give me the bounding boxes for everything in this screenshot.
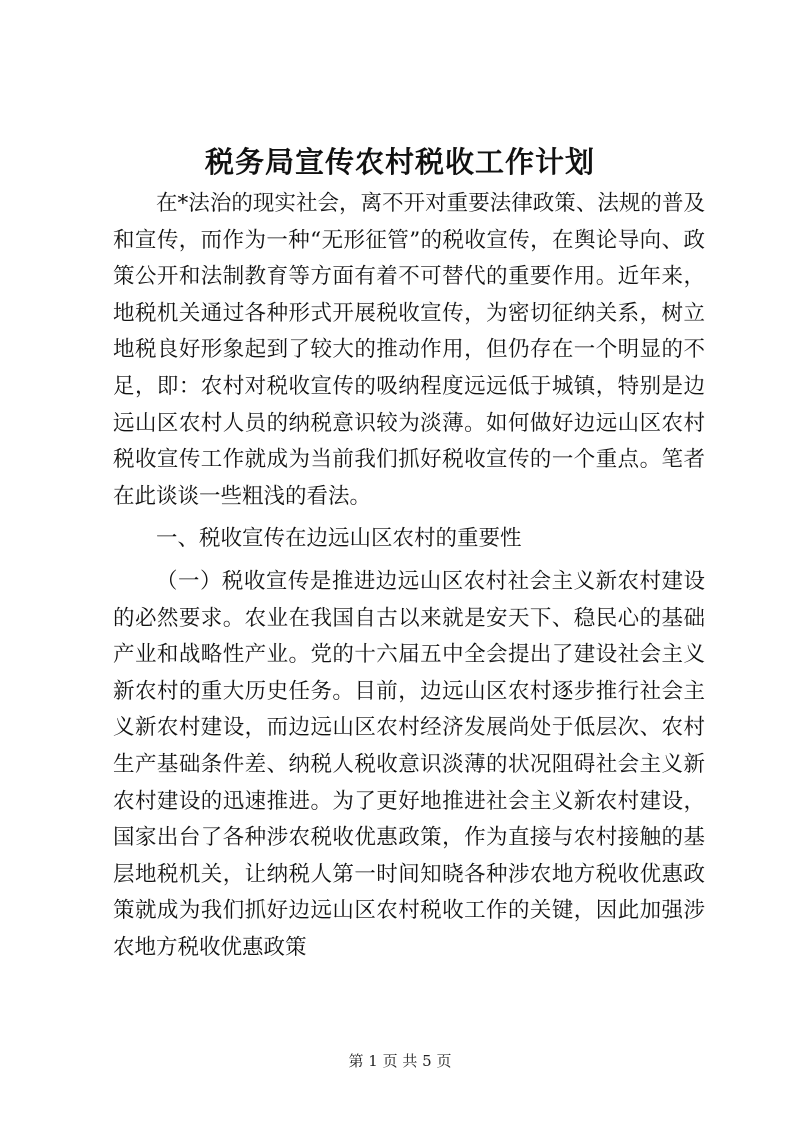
paragraph-section-1: （一）税收宣传是推进边远山区农村社会主义新农村建设的必然要求。农业在我国自古以来就是安天下、稳民心的基础产业和战略性产业。党的十六届五中全会提出了建设社会主义新农村的重大历史任务。目前，边远山区农村逐步推行社会主义新农村建设，而边远山区农村经济发展尚处于低层次、农村生产基础条件差、纳税人税收意识淡薄的状况阻碍社会主义新农村建设的迅速推进。为了更好地推进社会主义新农村建设，国家出台了各种涉农税收优惠政策，作为直接与农村接触的基层地税机关，让纳税人第一时间知晓各种涉农地方税收优惠政策就成为我们抓好边远山区农村税收工作的关键，因此加强涉农地方税收优惠政策	[113, 568, 705, 960]
document-title: 税务局宣传农村税收工作计划	[204, 145, 595, 179]
section-heading: 一、税收宣传在边远山区农村的重要性	[156, 526, 522, 552]
paragraph-intro: 在*法治的现实社会，离不开对重要法律政策、法规的普及和宣传，而作为一种“无形征管”的税收宣传，在舆论导向、政策公开和法制教育等方面有着不可替代的重要作用。近年来，地税机关通过各种形式开展税收宣传，为密切征纳关系，树立地税良好形象起到了较大的推动作用，但仍存在一个明显的不足，即：农村对税收宣传的吸纳程度远远低于城镇，特别是边远山区农村人员的纳税意识较为淡薄。如何做好边远山区农村税收宣传工作就成为当前我们抓好税收宣传的一个重点。笔者在此谈谈一些粗浅的看法。	[113, 191, 705, 509]
page-footer	[0, 1050, 800, 1071]
document-body	[113, 186, 705, 966]
page-number-label: 第 1 页 共 5 页	[348, 1052, 452, 1070]
